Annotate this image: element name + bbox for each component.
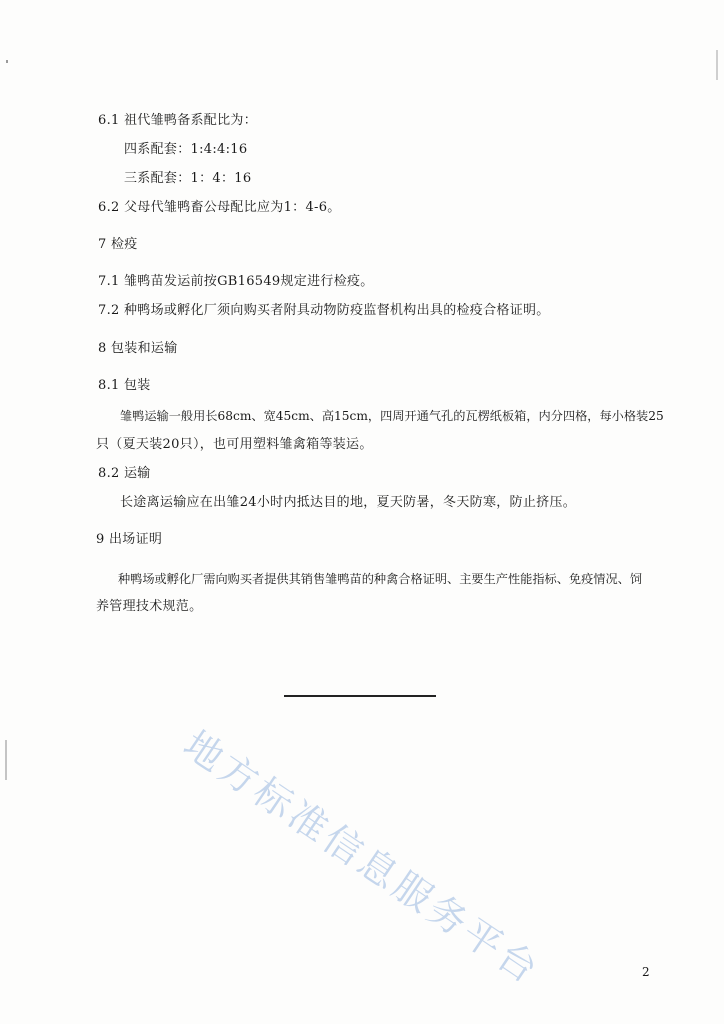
- watermark-text: 地方标准信息服务平台: [175, 722, 549, 994]
- clause-7-2: 7.2 种鸭场或孵化厂须向购买者附具动物防疫监督机构出具的检疫合格证明。: [98, 303, 550, 318]
- clause-6-1: 6.1 祖代雏鸭备系配比为：: [98, 113, 258, 128]
- section-9-body-line2: 养管理技术规范。: [96, 599, 203, 614]
- scan-mark: [716, 50, 718, 80]
- clause-8-1-body-line1: 雏鸭运输一般用长68cm、宽45cm、高15cm，四周开通气孔的瓦楞纸板箱，内分四格，每小格装25: [120, 409, 664, 423]
- end-rule: [284, 695, 436, 697]
- clause-8-2-heading: 8.2 运输: [98, 466, 151, 481]
- section-9-body-line1: 种鸭场或孵化厂需向购买者提供其销售雏鸭苗的种禽合格证明、主要生产性能指标、免疫情况、饲: [118, 572, 643, 586]
- section-7-heading: 7 检疫: [98, 237, 138, 252]
- page-number: 2: [642, 965, 650, 979]
- four-line-ratio: 四系配套：1:4:4:16: [124, 142, 248, 157]
- scan-mark: [6, 60, 8, 63]
- clause-6-2: 6.2 父母代雏鸭畜公母配比应为1：4-6。: [98, 200, 341, 215]
- section-8-heading: 8 包装和运输: [98, 341, 178, 356]
- clause-8-2-body: 长途离运输应在出雏24小时内抵达目的地，夏天防暑，冬天防寒，防止挤压。: [120, 495, 577, 510]
- clause-8-1-heading: 8.1 包装: [98, 378, 151, 393]
- section-9-heading: 9 出场证明: [96, 532, 163, 547]
- clause-7-1: 7.1 雏鸭苗发运前按GB16549规定进行检疫。: [98, 274, 374, 289]
- three-line-ratio: 三系配套：1：4：16: [124, 171, 252, 186]
- scan-mark: [5, 740, 7, 780]
- clause-8-1-body-line2: 只（夏天装20只），也可用塑料雏禽箱等装运。: [96, 437, 373, 452]
